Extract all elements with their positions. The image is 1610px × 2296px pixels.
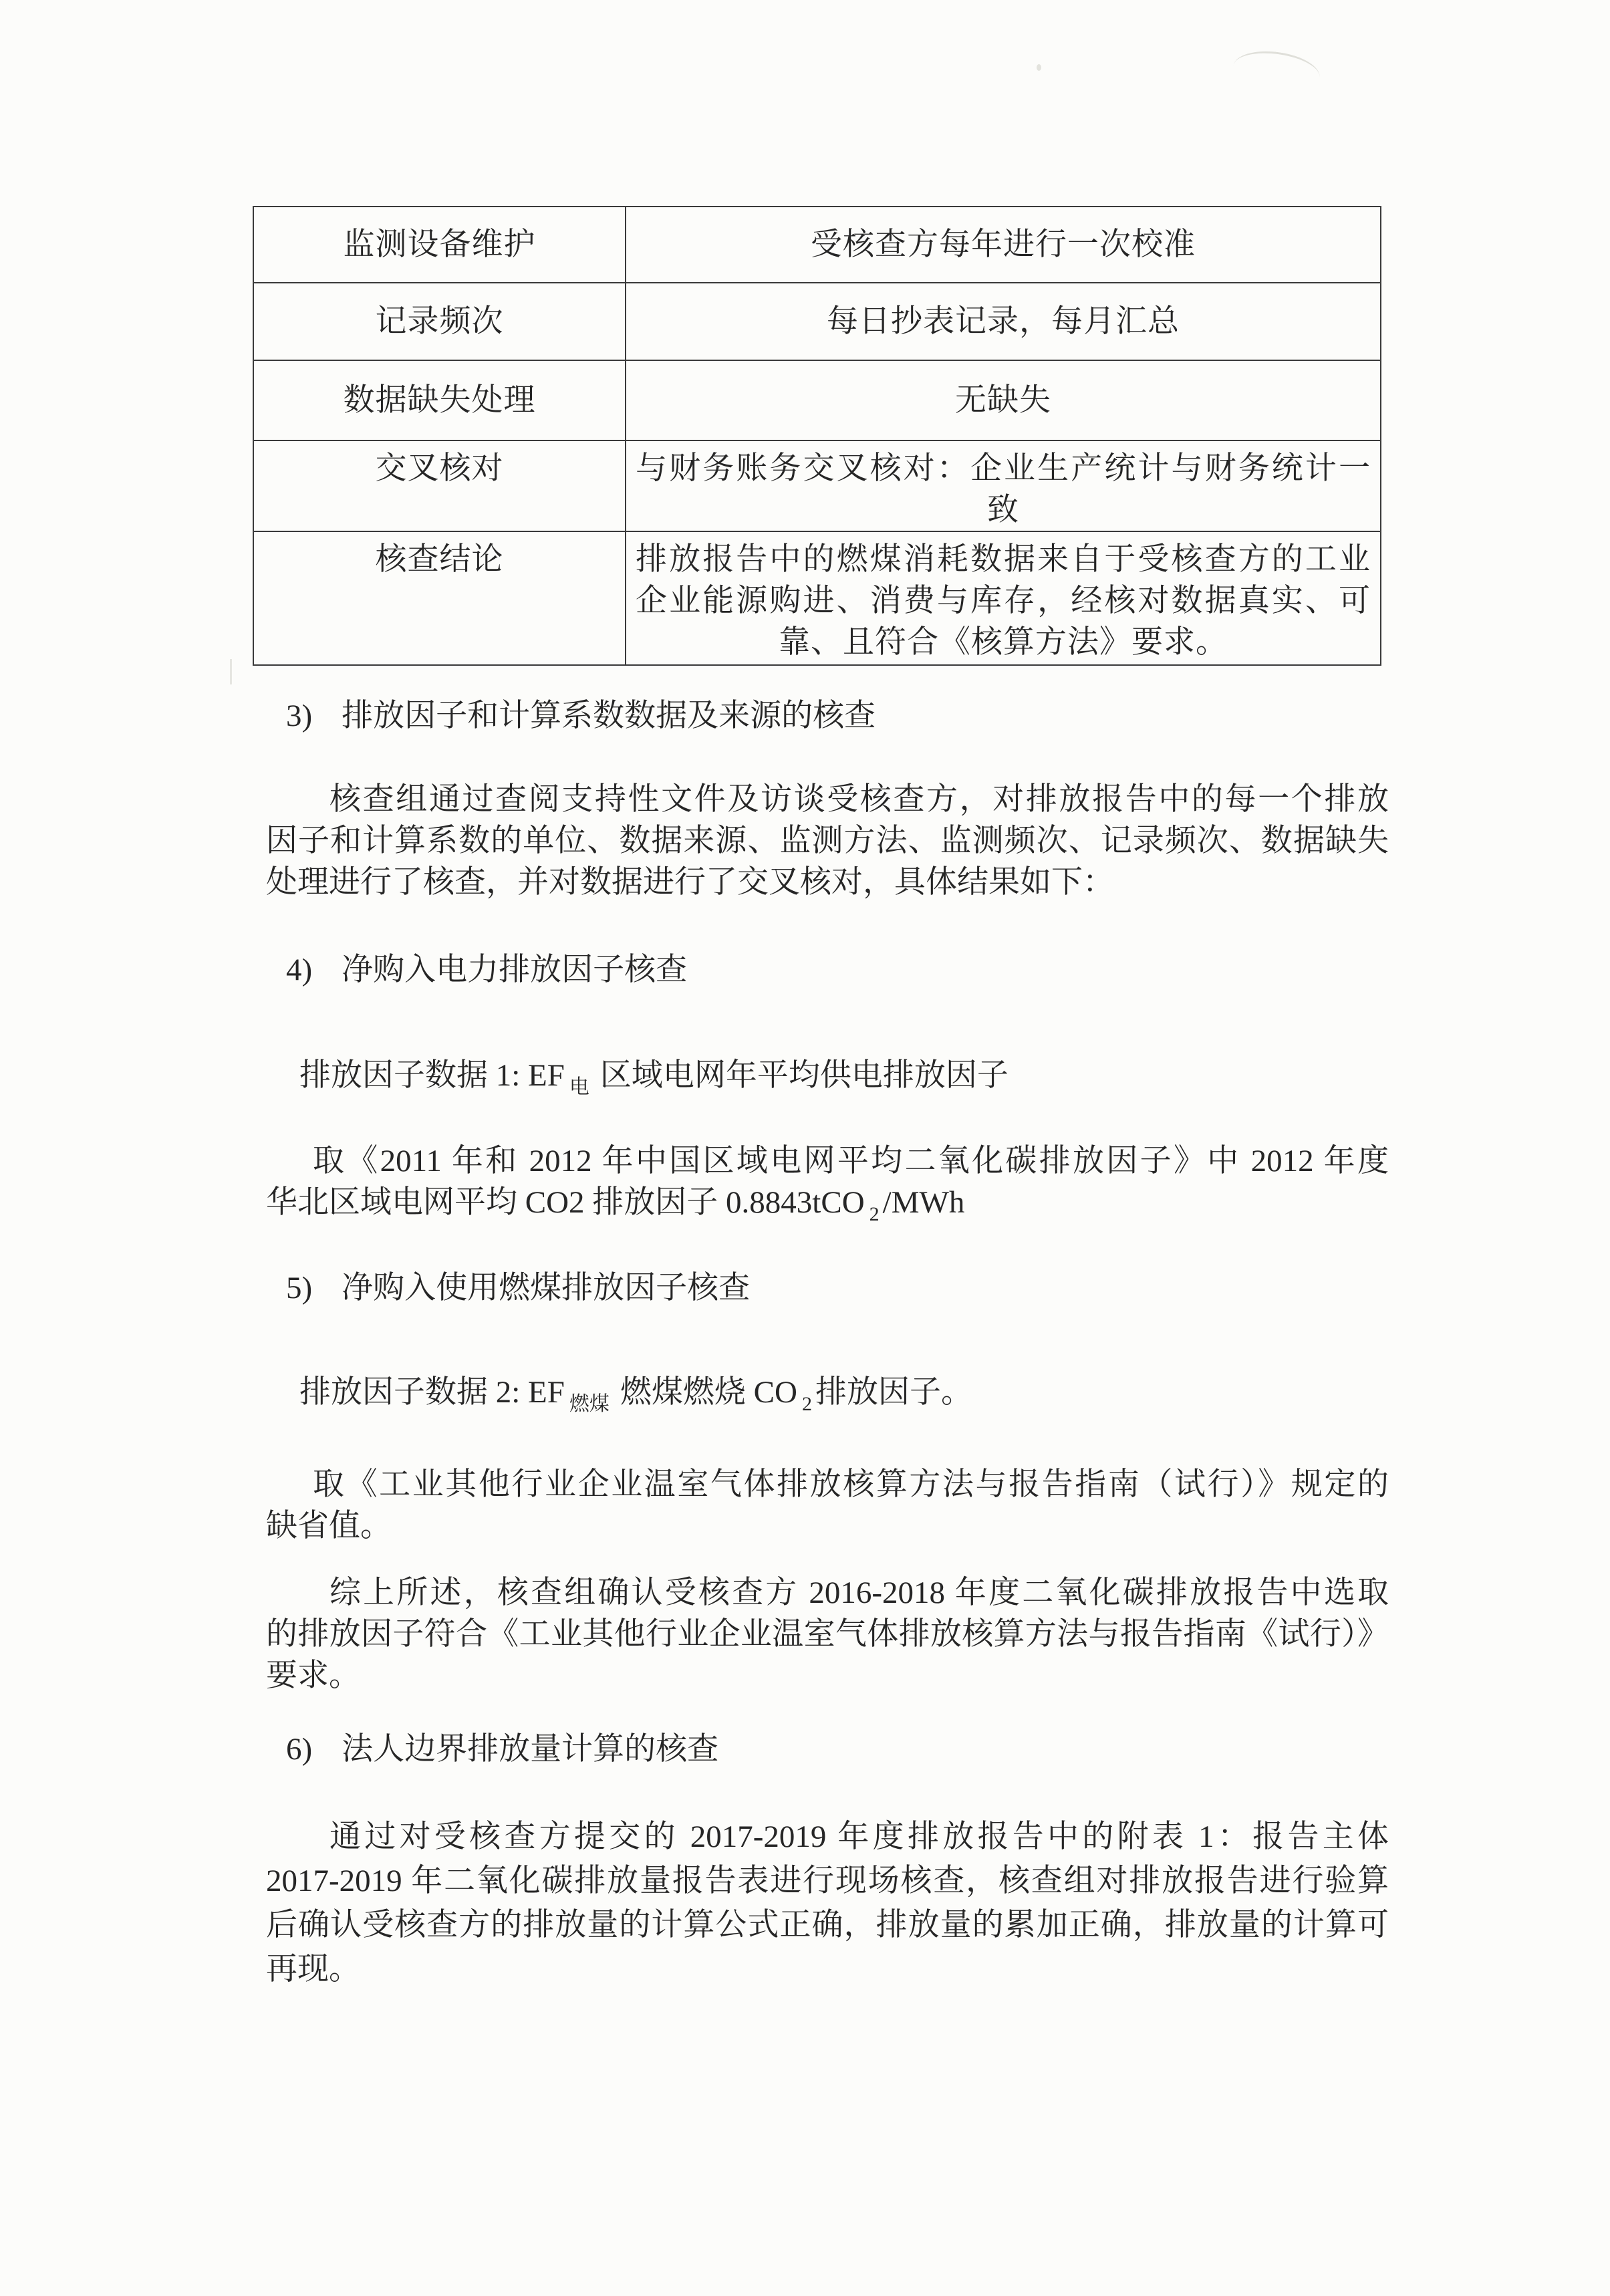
row-label: 记录频次 xyxy=(253,283,626,360)
section-title: 排放因子和计算系数数据及来源的核查 xyxy=(342,698,876,733)
paragraph-line: 取《工业其他行业企业温室气体排放核算方法与报告指南（试行）》规定的 xyxy=(313,1467,1389,1502)
table-row-verification-conclusion xyxy=(253,531,1381,665)
scan-artifact xyxy=(1037,64,1041,71)
row-value xyxy=(626,440,1381,531)
scan-artifact xyxy=(230,659,232,684)
section-3-paragraph xyxy=(266,779,1389,903)
section-6-heading xyxy=(286,1729,1389,1770)
ef-suffix: 区域电网年平均供电排放因子 xyxy=(599,1058,1009,1093)
section-4-heading xyxy=(286,949,1389,991)
co2-prefix: 华北区域电网平均 CO2 排放因子 0.8843tCO xyxy=(266,1185,865,1220)
table-row-cross-check xyxy=(253,440,1381,531)
section-5-paragraph-1 xyxy=(266,1464,1389,1547)
paragraph-line: 缺省值。 xyxy=(266,1509,392,1543)
paragraph-line: 2017-2019 年二氧化碳排放量报告表进行现场核查，核查组对排放报告进行验算 xyxy=(266,1864,1389,1898)
paragraph-line: 取《2011 年和 2012 年中国区域电网平均二氧化碳排放因子》中 2012 年度 xyxy=(313,1144,1389,1178)
paragraph-line: 核查组通过查阅支持性文件及访谈受核查方，对排放报告中的每一个排放 xyxy=(329,782,1389,817)
row-value-line: 受核查方每年进行一次校准 xyxy=(811,227,1196,262)
scan-artifact xyxy=(1231,46,1323,97)
row-value-line: 靠、且符合《核算方法》要求。 xyxy=(779,625,1228,660)
row-value-line: 致 xyxy=(987,493,1019,527)
section-3-heading xyxy=(286,695,1389,737)
row-value xyxy=(626,531,1381,665)
section-number: 5) xyxy=(286,1271,313,1305)
ef-prefix: 排放因子数据 1: EF xyxy=(299,1058,565,1093)
row-value-line: 每日抄表记录，每月汇总 xyxy=(827,304,1180,339)
section-6-paragraph xyxy=(266,1815,1389,1991)
section-5-paragraph-2 xyxy=(266,1572,1389,1696)
paragraph-line xyxy=(266,1182,1389,1227)
paragraph-line: 的排放因子符合《工业其他行业企业温室气体排放核算方法与报告指南《试行）》 xyxy=(266,1617,1389,1652)
section-number: 4) xyxy=(286,952,313,987)
table-row-monitoring-equipment xyxy=(253,207,1381,283)
ef-mid: 燃煤燃烧 CO xyxy=(620,1375,797,1410)
section-title: 净购入使用燃煤排放因子核查 xyxy=(342,1271,751,1305)
row-value xyxy=(626,360,1381,440)
ef-subscript: 电 xyxy=(569,1076,589,1098)
section-title: 法人边界排放量计算的核查 xyxy=(342,1732,719,1767)
section-4-paragraph xyxy=(266,1140,1389,1227)
paragraph-line: 要求。 xyxy=(266,1658,360,1693)
row-label: 监测设备维护 xyxy=(253,207,626,283)
emission-factor-line-1 xyxy=(299,1055,1389,1100)
paragraph-line: 通过对受核查方提交的 2017-2019 年度排放报告中的附表 1：报告主体 xyxy=(329,1819,1389,1854)
section-number: 3) xyxy=(286,698,313,733)
ef-prefix: 排放因子数据 2: EF xyxy=(299,1375,565,1410)
row-value-line: 无缺失 xyxy=(955,383,1051,418)
table-row-record-frequency xyxy=(253,283,1381,360)
paragraph-line: 因子和计算系数的单位、数据来源、监测方法、监测频次、记录频次、数据缺失 xyxy=(266,823,1389,858)
row-value xyxy=(626,283,1381,360)
row-label: 数据缺失处理 xyxy=(253,360,626,440)
paragraph-line: 再现。 xyxy=(266,1952,360,1987)
table-row-missing-data xyxy=(253,360,1381,440)
paragraph-line: 综上所述，核查组确认受核查方 2016-2018 年度二氧化碳排放报告中选取 xyxy=(329,1575,1389,1610)
emission-factor-line-2 xyxy=(299,1372,1389,1417)
co2-subscript: 2 xyxy=(869,1203,880,1225)
row-label: 核查结论 xyxy=(253,531,626,665)
row-value xyxy=(626,207,1381,283)
section-5-heading xyxy=(286,1267,1389,1309)
paragraph-line: 后确认受核查方的排放量的计算公式正确，排放量的累加正确，排放量的计算可 xyxy=(266,1908,1389,1942)
row-value-line: 排放报告中的燃煤消耗数据来自于受核查方的工业 xyxy=(636,542,1371,577)
row-label: 交叉核对 xyxy=(253,440,626,531)
ef-suffix: 排放因子。 xyxy=(815,1375,972,1410)
section-number: 6) xyxy=(286,1732,313,1767)
row-value-line: 企业能源购进、消费与库存，经核对数据真实、可 xyxy=(636,584,1371,618)
co2-subscript: 2 xyxy=(801,1393,812,1415)
section-title: 净购入电力排放因子核查 xyxy=(342,952,688,987)
ef-subscript: 燃煤 xyxy=(569,1393,610,1415)
row-value-line: 与财务账务交叉核对：企业生产统计与财务统计一 xyxy=(636,451,1371,486)
paragraph-line: 处理进行了核查，并对数据进行了交叉核对，具体结果如下： xyxy=(266,865,1114,900)
verification-table xyxy=(253,206,1381,666)
co2-suffix: /MWh xyxy=(882,1185,965,1220)
